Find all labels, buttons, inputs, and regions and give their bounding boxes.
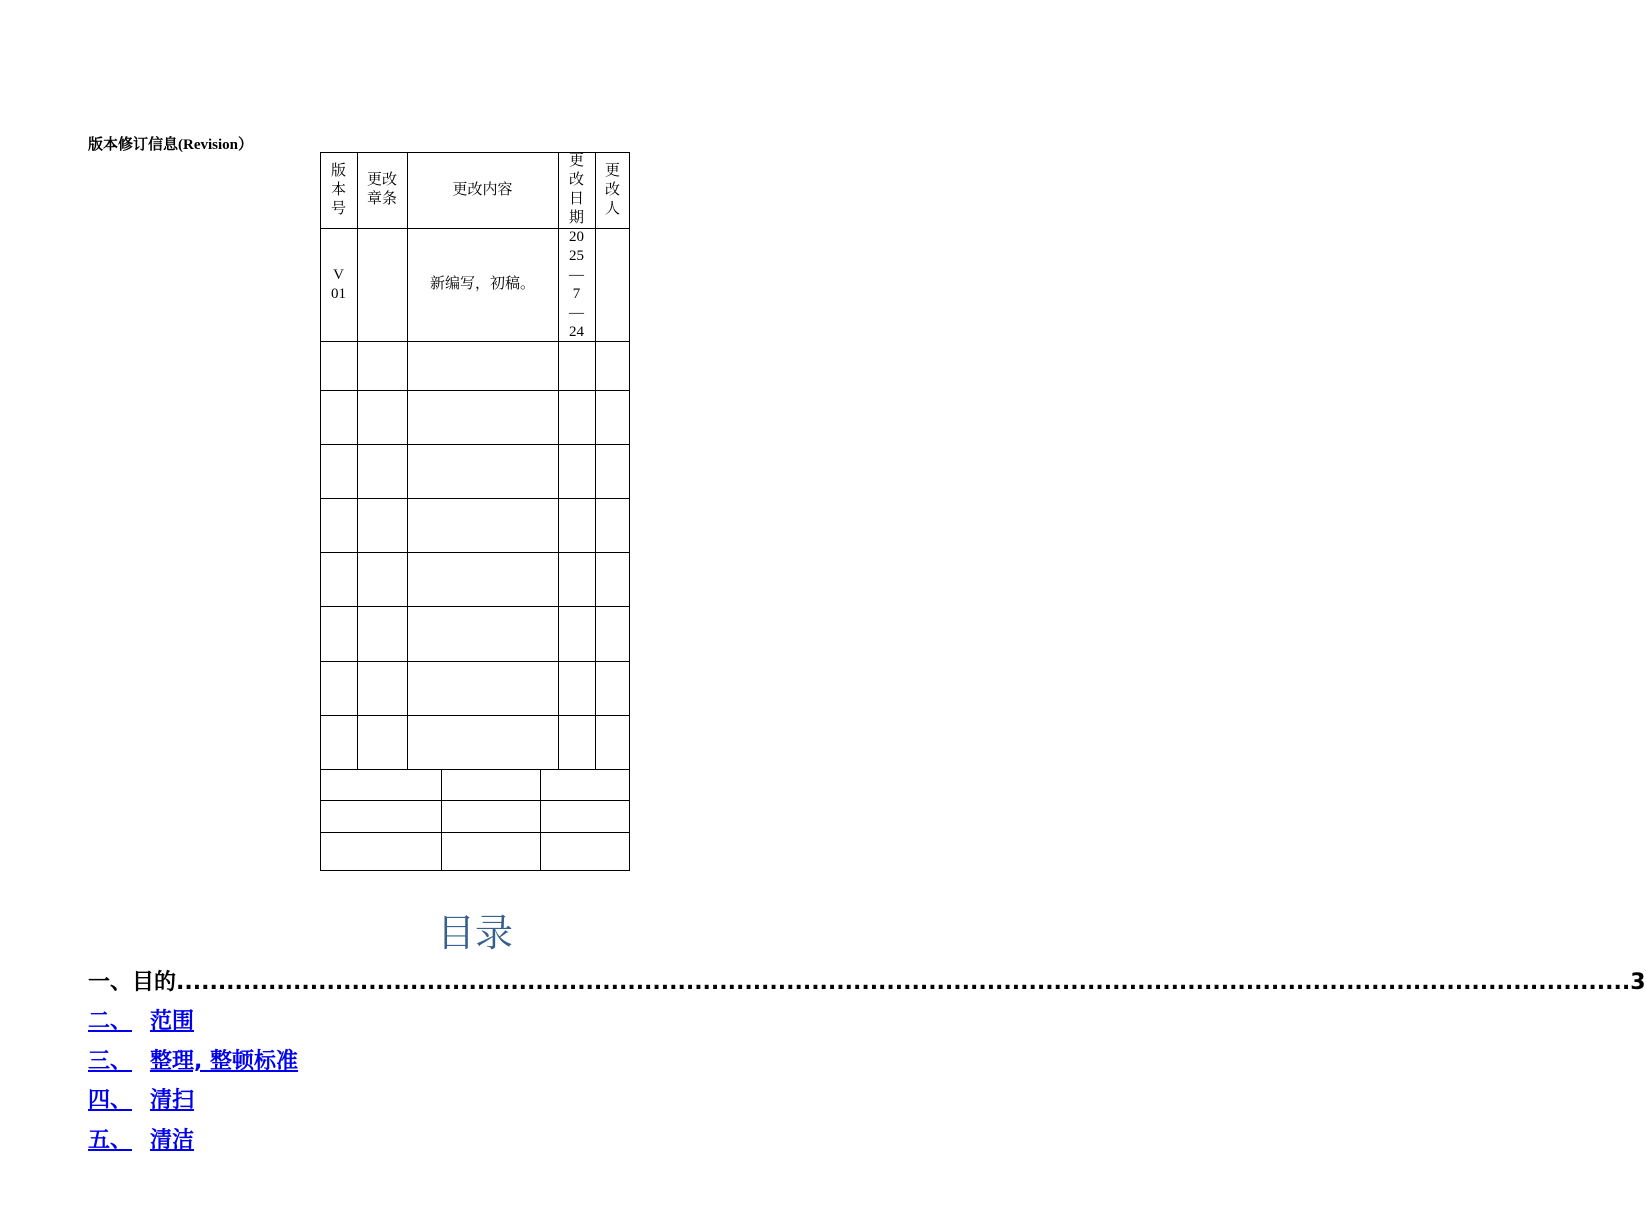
revision-heading: 版本修订信息(Revision）	[88, 137, 254, 153]
row1-version: V 01	[331, 266, 346, 302]
toc-item-label: 目的	[132, 970, 177, 995]
row1-date: 20 25 — 7 — 24	[569, 228, 584, 340]
header-person: 更 改 人	[604, 162, 620, 217]
row1-chapter	[357, 228, 407, 341]
toc-item-sweep[interactable]	[88, 1086, 194, 1116]
revision-table	[320, 152, 630, 871]
toc-link-sweep[interactable]: 四、 清扫	[88, 1088, 195, 1113]
toc-link-clean[interactable]: 五、 清洁	[88, 1128, 195, 1153]
toc-item-number: 一、	[88, 970, 133, 995]
toc-title: 目录	[436, 911, 513, 955]
toc-dot-leader: ..............................................................................................................................................................................	[176, 970, 1631, 995]
header-version: 版 本 号	[330, 162, 346, 217]
toc-item-purpose[interactable]	[88, 968, 1646, 998]
toc-item-clean[interactable]	[88, 1126, 194, 1156]
toc-item-page: 3	[1630, 970, 1646, 995]
toc-item-scope[interactable]	[88, 1007, 194, 1037]
toc-link-sort-standard[interactable]: 三、 整理, 整顿标准	[88, 1049, 299, 1074]
row1-content: 新编写，初稿。	[429, 276, 535, 292]
header-date: 更 改 日 期	[568, 153, 584, 226]
header-content: 更改内容	[452, 181, 513, 198]
header-chapter: 更改 章条	[366, 172, 397, 207]
row1-person	[595, 228, 630, 341]
toc-item-sort-standard[interactable]	[88, 1047, 298, 1077]
toc-link-scope[interactable]: 二、 范围	[88, 1009, 195, 1034]
